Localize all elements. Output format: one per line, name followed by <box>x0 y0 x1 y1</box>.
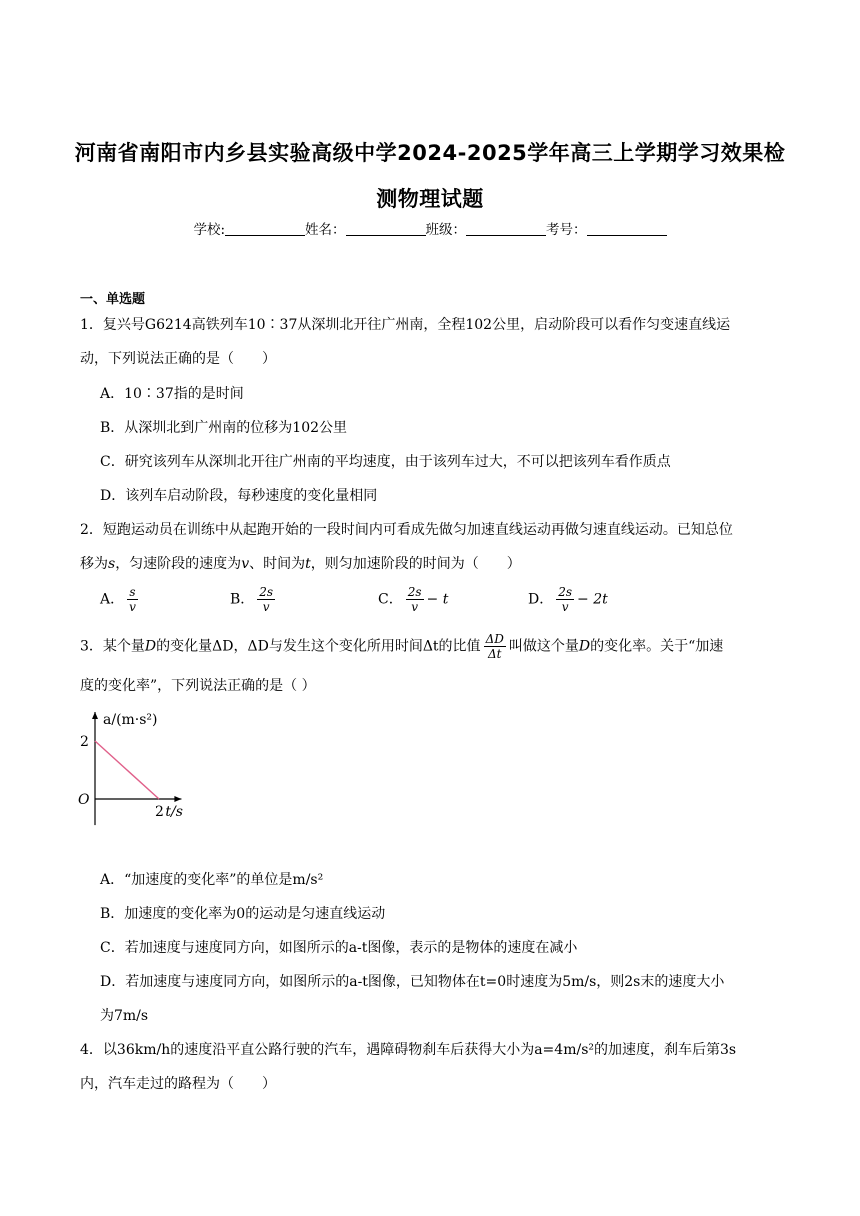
title-line-2: 测物理试题 <box>376 187 484 211</box>
q3-option-d: D．若加速度与速度同方向，如图所示的a-t图像，已知物体在t=0时速度为5m/s，则2s末的速度大小 <box>100 974 725 990</box>
exam-no-label: 考号： <box>546 222 587 238</box>
title-line-1: 河南省南阳市内乡县实验高级中学2024-2025学年高三上学期学习效果检 <box>74 141 786 165</box>
q3-line-1: 3．某个量D的变化量ΔD，ΔD与发生这个变化所用时间Δt的比值 $\frac{\Delta D}{\Delta t}$ 叫做这个量D的变化率。关于“加速 <box>80 632 724 661</box>
q2-line-2: 移为s，匀速阶段的速度为v、时间为t，则匀加速阶段的时间为（ ） <box>80 556 521 572</box>
q3-option-c: C．若加速度与速度同方向，如图所示的a-t图像，表示的是物体的速度在减小 <box>100 940 578 956</box>
q2-option-c: C． $\frac{2s}{v}$ − t <box>378 585 449 614</box>
section-heading: 一、单选题 <box>80 292 146 307</box>
name-blank <box>346 221 426 236</box>
y-axis-arrow <box>92 712 98 719</box>
x-tick-label: 2 <box>155 804 164 820</box>
y-axis-label: a/(m·s²) <box>103 712 158 728</box>
name-label: 姓名： <box>305 222 346 238</box>
q1-option-c: C．研究该列车从深圳北开往广州南的平均速度，由于该列车过大，不可以把该列车看作质点 <box>100 454 671 470</box>
page-title <box>60 130 800 222</box>
school-blank <box>225 221 305 236</box>
x-axis-label: t/s <box>165 804 183 820</box>
class-label: 班级： <box>425 222 467 238</box>
q2-option-b: B． $\frac{2s}{v}$ <box>230 585 274 614</box>
q2-option-d: D． $\frac{2s}{v}$ − 2t <box>528 585 608 614</box>
q1-option-b: B．从深圳北到广州南的位移为102公里 <box>100 420 348 436</box>
school-label: 学校: <box>193 222 226 238</box>
q1-option-a: A．10∶37指的是时间 <box>100 386 244 402</box>
q3-line-2: 度的变化率”，下列说法正确的是（ ） <box>80 678 316 694</box>
q1-option-d: D．该列车启动阶段，每秒速度的变化量相同 <box>100 488 378 504</box>
q3-option-a: A．“加速度的变化率”的单位是m/s² <box>100 872 324 888</box>
exam-no-blank <box>587 221 667 236</box>
q1-line-1: 1．复兴号G6214高铁列车10∶37从深圳北开往广州南，全程102公里，启动阶段可以看作匀变速直线运 <box>80 317 731 333</box>
q2-option-a: A． $\frac{s}{v}$ <box>100 585 136 614</box>
q1-line-2: 动，下列说法正确的是（ ） <box>80 351 276 367</box>
a-t-chart <box>72 702 242 862</box>
x-axis-arrow <box>174 796 181 802</box>
q3-option-b: B．加速度的变化率为0的运动是匀速直线运动 <box>100 906 386 922</box>
class-blank <box>466 221 546 236</box>
q4-line-2: 内，汽车走过的路程为（ ） <box>80 1076 276 1092</box>
student-info <box>0 218 860 238</box>
series-line <box>95 741 159 799</box>
origin-label: O <box>78 792 90 808</box>
q2-line-1: 2．短跑运动员在训练中从起跑开始的一段时间内可看成先做匀加速直线运动再做匀速直线运动。已知总位 <box>80 522 733 538</box>
y-tick-label: 2 <box>80 734 89 750</box>
q4-line-1: 4．以36km/h的速度沿平直公路行驶的汽车，遇障碍物刹车后获得大小为a=4m/s²的加速度，刹车后第3s <box>80 1042 737 1058</box>
q3-option-d-cont: 为7m/s <box>100 1008 149 1024</box>
